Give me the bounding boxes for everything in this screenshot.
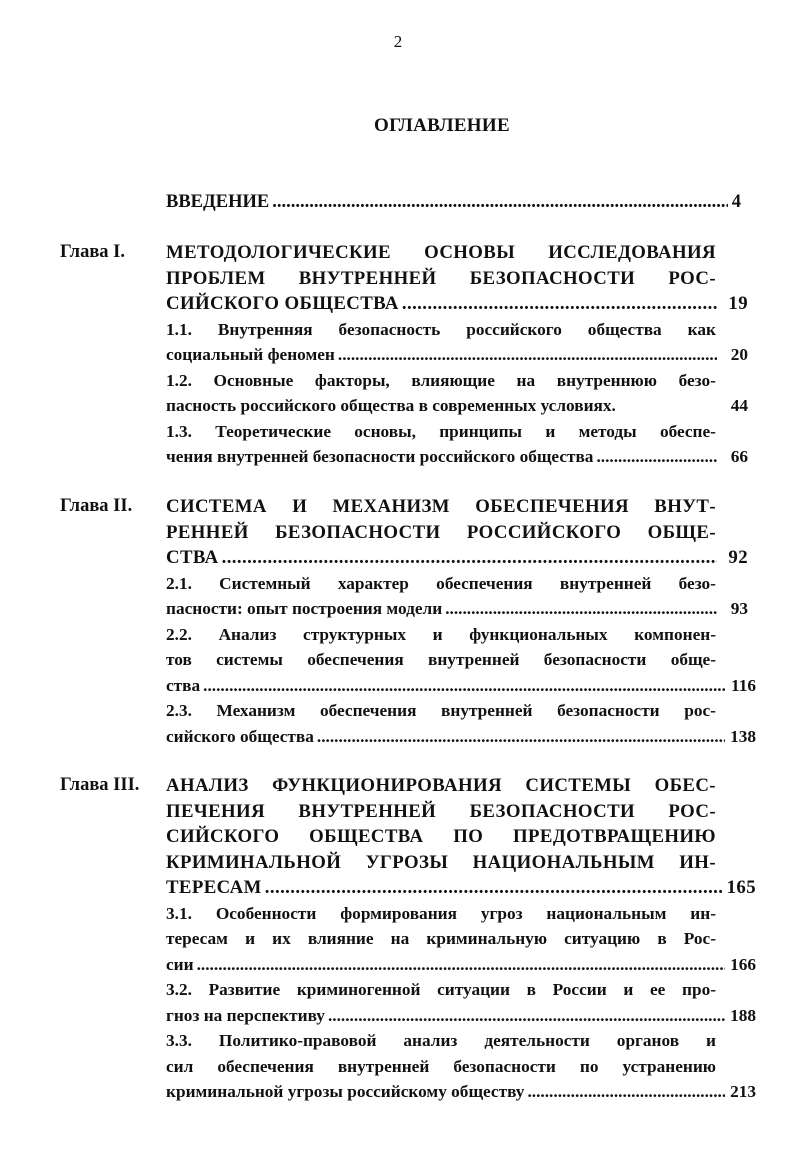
chapter-page: 19	[728, 293, 748, 314]
word: Механизм	[216, 701, 296, 720]
chapter-heading-entry[interactable]	[166, 875, 756, 901]
word: влияние	[307, 929, 374, 948]
section-last-line: гноз на перспективу	[166, 1005, 325, 1025]
chapter-heading-line	[166, 240, 716, 266]
word: внутреннюю	[556, 370, 657, 390]
word: ПО	[453, 826, 484, 847]
word: УГРОЗЫ	[365, 851, 449, 873]
section-page: 166	[730, 954, 756, 974]
word: характер	[337, 573, 409, 593]
word: РОССИЙСКОГО	[466, 521, 622, 543]
chapter-heading-last: СИЙСКОГО ОБЩЕСТВА	[166, 293, 399, 314]
word: обеспечения	[307, 650, 404, 669]
section-last-line: социальный феномен	[166, 345, 335, 364]
word: обеспе-	[659, 421, 716, 441]
word: Теоретические	[215, 421, 331, 441]
section-page: 188	[730, 1005, 756, 1025]
section-line	[166, 368, 716, 394]
word: на	[390, 929, 410, 948]
chapter-heading-line	[166, 494, 716, 520]
section-line	[166, 622, 716, 648]
word: основы,	[354, 421, 416, 441]
word: обеспечения	[217, 1056, 314, 1076]
word: Внутренняя	[217, 319, 313, 339]
section-line	[166, 977, 716, 1003]
word: БЕЗОПАСНОСТИ	[469, 800, 636, 822]
section-entry[interactable]	[166, 724, 756, 750]
word: ПРЕДОТВРАЩЕНИЮ	[513, 826, 716, 847]
chapter-body	[166, 494, 756, 749]
word: ее	[649, 980, 666, 999]
section-entry[interactable]	[166, 1079, 756, 1105]
word: РЕННЕЙ	[166, 521, 249, 543]
word: 1.2.	[166, 370, 192, 390]
chapter-heading-line	[166, 799, 716, 825]
intro-page: 4	[731, 192, 741, 212]
chapter-label: Глава III.	[60, 775, 140, 795]
chapter-heading-line	[166, 520, 716, 546]
word: криминальную	[426, 929, 548, 948]
leader-dots	[338, 342, 717, 368]
word: СИСТЕМЫ	[525, 775, 632, 796]
word: 2.2.	[166, 624, 192, 644]
word: Политико-правовой	[218, 1031, 377, 1050]
word: Особенности	[215, 903, 317, 923]
word: системы	[216, 650, 283, 669]
word: СИСТЕМА	[166, 496, 267, 517]
word: Развитие	[208, 980, 281, 999]
leader-dots	[596, 444, 717, 470]
word: 2.3.	[166, 701, 192, 720]
section-last-line: ства	[166, 675, 201, 695]
intro-label: ВВЕДЕНИЕ	[166, 192, 270, 212]
word: методы	[578, 421, 637, 441]
leader-dots	[222, 545, 717, 571]
section-entry[interactable]	[166, 1003, 756, 1029]
chapter-heading-line	[166, 850, 716, 876]
leader-dots	[402, 291, 717, 317]
word: ОБЕС-	[654, 775, 716, 796]
section-line	[166, 926, 716, 952]
word: РОС-	[668, 267, 716, 289]
word: рос-	[684, 701, 716, 720]
word: безопасности	[557, 701, 660, 720]
word: ситуации	[437, 980, 510, 999]
word: ситуацию	[564, 929, 641, 948]
word: Рос-	[683, 929, 716, 948]
section-last-line: сии	[166, 954, 194, 974]
word: российского	[466, 319, 562, 339]
word: внутренней	[559, 573, 652, 593]
word: по	[579, 1056, 599, 1076]
chapter-heading-last: СТВА	[166, 547, 219, 568]
word: России	[552, 980, 607, 999]
word: ОБЩЕ-	[647, 521, 716, 543]
word: на	[516, 370, 536, 390]
word: И	[292, 496, 308, 517]
word: безо-	[678, 370, 716, 390]
chapter-page: 92	[728, 547, 748, 568]
leader-dots	[272, 192, 727, 213]
word: структурных	[303, 624, 406, 644]
chapter-body	[166, 240, 756, 470]
word: обеспечения	[319, 701, 417, 720]
word: в	[526, 980, 536, 999]
word: тересам	[166, 929, 228, 948]
section-line	[166, 698, 716, 724]
word: деятельности	[484, 1031, 590, 1050]
section-page: 44	[730, 396, 748, 415]
word: ФУНКЦИОНИРОВАНИЯ	[272, 775, 502, 796]
word: 3.1.	[166, 903, 192, 923]
leader-dots	[328, 1003, 725, 1029]
chapter-heading-entry[interactable]	[166, 291, 748, 317]
section-page: 20	[730, 345, 748, 364]
word: устранению	[622, 1056, 716, 1076]
word: КРИМИНАЛЬНОЙ	[166, 851, 342, 873]
word: ИН-	[679, 851, 716, 873]
word: МЕХАНИЗМ	[332, 496, 450, 517]
section-entry[interactable]	[166, 952, 756, 978]
word: Основные	[213, 370, 294, 390]
word: функциональных	[469, 624, 608, 644]
word: принципы	[439, 421, 523, 441]
word: в	[657, 929, 667, 948]
leader-dots	[203, 673, 725, 699]
chapter-label: Глава II.	[60, 496, 133, 516]
leader-dots	[527, 1079, 725, 1105]
section-page: 213	[730, 1082, 756, 1101]
word: БЕЗОПАСНОСТИ	[275, 521, 441, 543]
leader-dots	[265, 875, 724, 901]
section-last-line: криминальной угрозы российскому обществу	[166, 1082, 525, 1101]
leader-dots	[445, 596, 717, 622]
word: НАЦИОНАЛЬНЫМ	[472, 851, 655, 873]
word: АНАЛИЗ	[166, 775, 249, 796]
section-entry[interactable]	[166, 444, 748, 470]
word: ОСНОВЫ	[424, 242, 516, 263]
chapter-heading-line	[166, 266, 716, 292]
leader-dots	[317, 724, 725, 750]
word: их	[272, 929, 291, 948]
word: СИЙСКОГО	[166, 826, 280, 847]
word: сил	[166, 1056, 194, 1076]
word: тов	[166, 650, 192, 669]
word: МЕТОДОЛОГИЧЕСКИЕ	[166, 242, 391, 263]
section-line	[166, 1028, 716, 1054]
chapter-label: Глава I.	[60, 242, 126, 262]
word: и	[623, 980, 634, 999]
word: Системный	[219, 573, 311, 593]
word: 3.3.	[166, 1031, 192, 1050]
chapter-page: 165	[726, 877, 756, 898]
word: и	[706, 1031, 716, 1050]
chapter-heading-line	[166, 773, 716, 799]
section-last-line: сийского общества	[166, 726, 314, 746]
word: ПРОБЛЕМ	[166, 267, 266, 289]
section-entry[interactable]	[166, 342, 748, 368]
section-last-line: пасности: опыт построения модели	[166, 599, 443, 618]
word: криминогенной	[296, 980, 421, 999]
word: внутренней	[428, 650, 520, 669]
word: 1.3.	[166, 421, 192, 441]
section-entry[interactable]	[166, 596, 748, 622]
word: анализ	[403, 1031, 458, 1050]
word: компонен-	[634, 624, 716, 644]
word: ОБЩЕСТВА	[309, 826, 424, 847]
word: безопасности	[453, 1056, 556, 1076]
section-line	[166, 317, 716, 343]
section-page: 66	[730, 447, 748, 466]
section-entry[interactable]	[166, 393, 748, 419]
word: про-	[682, 980, 716, 999]
toc-entry-introduction[interactable]	[166, 192, 741, 213]
word: влияющие	[411, 370, 495, 390]
word: общества	[587, 319, 662, 339]
word: и	[245, 929, 256, 948]
word: безопасности	[543, 650, 647, 669]
word: как	[687, 319, 716, 339]
section-line	[166, 1054, 716, 1080]
section-line	[166, 901, 716, 927]
word: РОС-	[668, 800, 716, 822]
section-page: 116	[731, 675, 756, 695]
word: безопасность	[338, 319, 441, 339]
word: обеспечения	[436, 573, 533, 593]
word: формирования	[340, 903, 457, 923]
word: национальным	[546, 903, 667, 923]
word: и	[545, 421, 556, 441]
page-number: 2	[393, 32, 403, 51]
word: обще-	[670, 650, 716, 669]
section-entry[interactable]	[166, 673, 756, 699]
section-line	[166, 419, 716, 445]
section-line	[166, 647, 716, 673]
word: угроз	[480, 903, 523, 923]
word: внутренней	[337, 1056, 430, 1076]
word: 1.1.	[166, 319, 192, 339]
chapter-heading-entry[interactable]	[166, 545, 748, 571]
word: ин-	[690, 903, 716, 923]
word: 2.1.	[166, 573, 192, 593]
chapter-heading-last: ТЕРЕСАМ	[166, 877, 262, 898]
chapter-body	[166, 773, 756, 1105]
section-page: 138	[730, 726, 756, 746]
chapter-heading-line	[166, 824, 716, 850]
word: БЕЗОПАСНОСТИ	[469, 267, 636, 289]
section-last-line: пасность российского общества в современных условиях.	[166, 396, 616, 415]
word: ОБЕСПЕЧЕНИЯ	[475, 496, 629, 517]
word: органов	[616, 1031, 680, 1050]
word: внутренней	[441, 701, 533, 720]
word: 3.2.	[166, 980, 192, 999]
section-page: 93	[730, 599, 748, 618]
word: ВНУТ-	[654, 496, 716, 517]
word: Анализ	[218, 624, 277, 644]
leader-dots	[197, 952, 725, 978]
word: ПЕЧЕНИЯ	[166, 800, 266, 822]
word: факторы,	[314, 370, 390, 390]
word: безо-	[678, 573, 716, 593]
toc-title: ОГЛАВЛЕНИЕ	[374, 115, 510, 136]
section-last-line: чения внутренней безопасности российского общества	[166, 447, 594, 466]
word: ВНУТРЕННЕЙ	[298, 800, 437, 822]
word: ВНУТРЕННЕЙ	[298, 267, 437, 289]
section-line	[166, 571, 716, 597]
word: и	[432, 624, 443, 644]
word: ИССЛЕДОВАНИЯ	[548, 242, 716, 263]
